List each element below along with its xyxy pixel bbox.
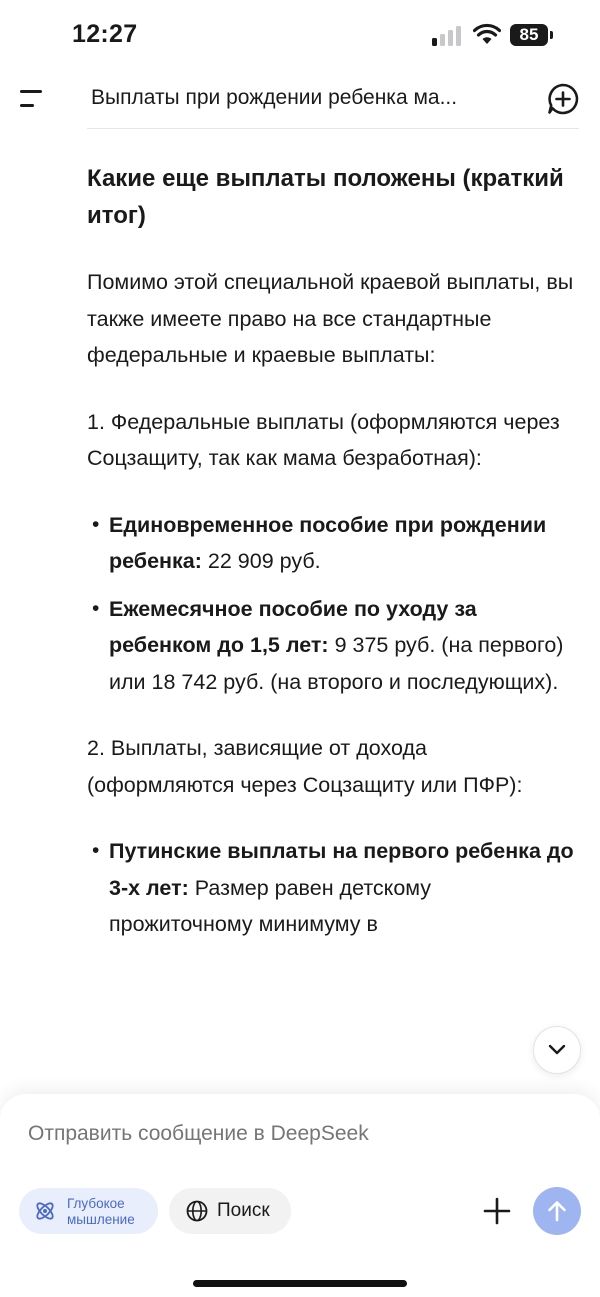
assistant-message (87, 146, 580, 1096)
list-item-label: Единовременное пособие при рождении ребенка: (109, 512, 547, 573)
message-composer (0, 1094, 600, 1297)
income-payments-list (87, 833, 580, 943)
message-intro: Помимо этой специальной краевой выплаты, вы также имеете право на все стандартные федеральные и краевые выплаты: (87, 270, 574, 367)
list-item (87, 507, 580, 580)
list-item (87, 591, 580, 701)
battery-indicator: 85 (510, 24, 548, 46)
federal-payments-list (87, 507, 580, 701)
home-indicator (193, 1280, 407, 1287)
chat-title[interactable]: Выплаты при рождении ребенка ма... (91, 86, 458, 109)
deepthink-toggle[interactable] (19, 1188, 158, 1234)
header-divider (87, 128, 579, 129)
list-item-value: Размер равен детскому прожиточному минимуму в (109, 875, 432, 936)
menu-icon[interactable] (20, 86, 50, 110)
deepthink-label: Глубокое мышление (67, 1196, 135, 1227)
wifi-icon (473, 23, 501, 45)
section-title-income: 2. Выплаты, зависящие от дохода (оформляются через Соцзащиту или ПФР): (87, 736, 523, 797)
chevron-down-icon (547, 1041, 567, 1059)
list-item-value: 9 375 руб. (на первого) или 18 742 руб. (на второго и последующих). (109, 633, 564, 694)
message-heading: Какие еще выплаты положены (краткий итог) (87, 165, 564, 229)
status-time: 12:27 (72, 20, 138, 48)
scroll-to-bottom-button[interactable] (533, 1026, 581, 1074)
new-chat-icon[interactable] (546, 82, 580, 116)
list-item-label: Ежемесячное пособие по уходу за ребенком до 1,5 лет: (109, 596, 477, 657)
globe-icon (186, 1200, 208, 1222)
list-item-value: 22 909 руб. (201, 549, 321, 573)
list-item-label: Путинские выплаты на первого ребенка до 3-х лет: (109, 839, 574, 900)
status-bar (0, 0, 600, 70)
send-button[interactable] (533, 1187, 581, 1235)
section-title-federal: 1. Федеральные выплаты (оформляются через Соцзащиту, так как мама безработная): (87, 409, 560, 470)
message-input[interactable] (28, 1122, 568, 1146)
battery-tip (550, 31, 553, 39)
list-item (87, 833, 580, 943)
arrow-up-icon (545, 1199, 569, 1223)
atom-icon (33, 1199, 57, 1223)
plus-icon[interactable] (480, 1194, 514, 1228)
search-label: Поиск (217, 1200, 270, 1221)
cellular-signal-icon (432, 26, 464, 46)
chat-header (0, 70, 600, 128)
search-toggle[interactable] (169, 1188, 291, 1234)
